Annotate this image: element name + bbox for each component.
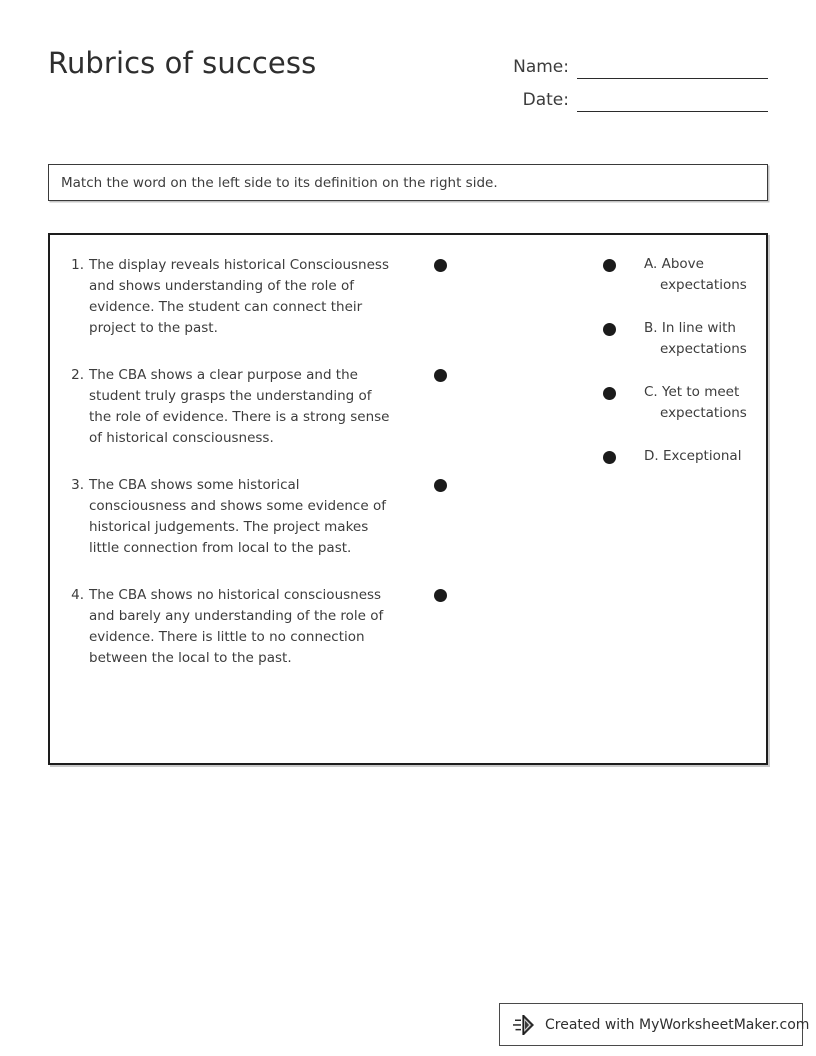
- footer-badge[interactable]: [499, 1003, 810, 1046]
- list-item: [64, 365, 394, 449]
- worksheet-maker-logo-icon: [512, 1013, 538, 1037]
- page-header: [48, 42, 768, 132]
- list-item: [64, 585, 394, 669]
- instruction-text: Match the word on the left side to its definition on the right side.: [61, 174, 498, 191]
- answer-label: A. Above expectations: [644, 256, 747, 293]
- prompt-connect-dot[interactable]: [434, 589, 447, 602]
- prompt-text: The CBA shows no historical consciousness and barely any understanding of the role of evidence. There is little to no connection between the local to the past.: [89, 587, 384, 666]
- answer-column: [603, 255, 763, 511]
- answer-label: B. In line with expectations: [644, 320, 747, 357]
- answer-connect-dot[interactable]: [603, 323, 616, 336]
- list-item: [603, 447, 763, 511]
- name-input[interactable]: [577, 58, 768, 79]
- prompt-connect-dot[interactable]: [434, 369, 447, 382]
- prompt-column: [64, 255, 394, 695]
- list-item: [64, 475, 394, 559]
- matching-exercise-box: [48, 233, 768, 765]
- date-label: Date:: [522, 90, 569, 110]
- list-item: [603, 319, 763, 383]
- list-item: [603, 383, 763, 447]
- name-row: [498, 46, 768, 79]
- list-item: [64, 255, 394, 339]
- prompt-text: The CBA shows a clear purpose and the student truly grasps the understanding of the role of evidence. There is a strong sense of historical consciousness.: [89, 367, 390, 446]
- answer-label: D. Exceptional: [644, 448, 742, 464]
- prompt-number: 2.: [71, 367, 84, 383]
- answer-connect-dot[interactable]: [603, 451, 616, 464]
- footer-badge-text: Created with MyWorksheetMaker.com: [545, 1016, 810, 1033]
- instruction-box: [48, 164, 768, 201]
- prompt-number: 4.: [71, 587, 84, 603]
- answer-connect-dot[interactable]: [603, 259, 616, 272]
- date-row: [498, 79, 768, 112]
- prompt-connect-dot[interactable]: [434, 479, 447, 492]
- prompt-text: The display reveals historical Consciousness and shows understanding of the role of evidence. The student can connect their project to the past.: [89, 257, 389, 336]
- name-date-block: [498, 46, 768, 112]
- prompt-number: 3.: [71, 477, 84, 493]
- list-item: [603, 255, 763, 319]
- page-title: Rubrics of success: [48, 46, 317, 80]
- date-input[interactable]: [577, 91, 768, 112]
- prompt-number: 1.: [71, 257, 84, 273]
- answer-connect-dot[interactable]: [603, 387, 616, 400]
- prompt-connect-dot[interactable]: [434, 259, 447, 272]
- name-label: Name:: [513, 57, 569, 77]
- answer-label: C. Yet to meet expectations: [644, 384, 747, 421]
- prompt-text: The CBA shows some historical consciousness and shows some evidence of historical judgements. The project makes little connection from local to the past.: [89, 477, 386, 556]
